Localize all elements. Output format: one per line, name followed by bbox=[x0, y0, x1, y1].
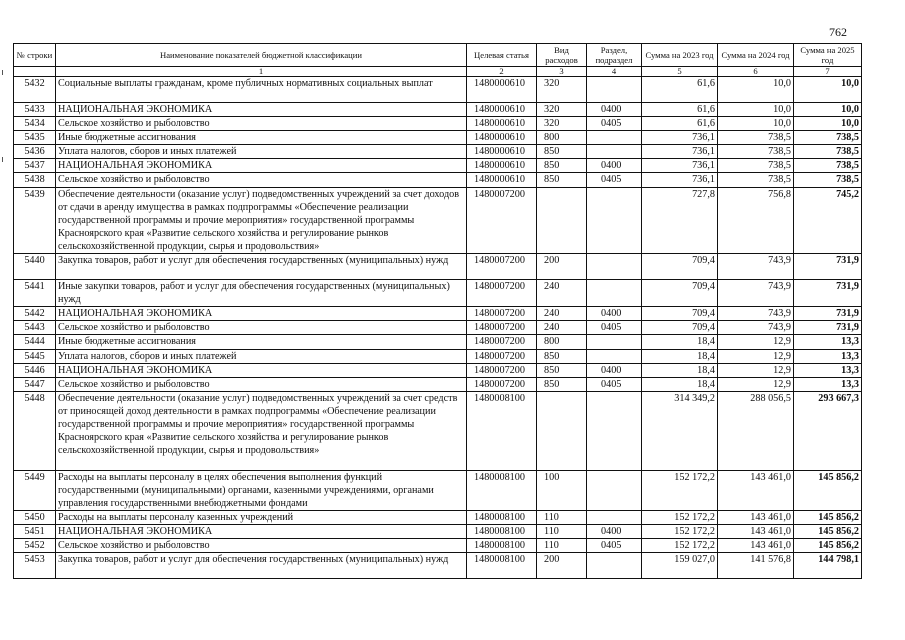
index-cell: 7 bbox=[794, 67, 862, 77]
row-vid-code: 110 bbox=[537, 511, 587, 525]
row-sum-2025: 13,3 bbox=[794, 377, 862, 391]
row-sum-2023: 18,4 bbox=[642, 363, 718, 377]
row-sum-2024: 12,9 bbox=[718, 335, 794, 349]
row-number: 5440 bbox=[14, 254, 56, 280]
table-row bbox=[14, 470, 862, 510]
row-sum-2025: 144 798,1 bbox=[794, 553, 862, 579]
row-number: 5443 bbox=[14, 321, 56, 335]
margin-mark bbox=[2, 70, 3, 75]
row-sum-2025: 738,5 bbox=[794, 173, 862, 187]
row-number: 5434 bbox=[14, 117, 56, 131]
row-sum-2023: 709,4 bbox=[642, 307, 718, 321]
index-cell: 5 bbox=[642, 67, 718, 77]
page-number: 762 bbox=[829, 25, 847, 39]
margin-mark bbox=[2, 157, 3, 162]
row-razdel-code: 0400 bbox=[587, 159, 642, 173]
row-name: Уплата налогов, сборов и иных платежей bbox=[56, 145, 467, 159]
row-target-code: 1480000610 bbox=[467, 131, 537, 145]
row-razdel-code: 0405 bbox=[587, 117, 642, 131]
row-sum-2024: 12,9 bbox=[718, 349, 794, 363]
row-sum-2023: 736,1 bbox=[642, 159, 718, 173]
index-cell: 3 bbox=[537, 67, 587, 77]
row-number: 5432 bbox=[14, 77, 56, 103]
row-razdel-code: 0400 bbox=[587, 103, 642, 117]
row-sum-2024: 12,9 bbox=[718, 377, 794, 391]
row-sum-2023: 736,1 bbox=[642, 131, 718, 145]
row-sum-2025: 145 856,2 bbox=[794, 539, 862, 553]
table-row bbox=[14, 173, 862, 187]
row-name: Социальные выплаты гражданам, кроме публичных нормативных социальных выплат bbox=[56, 77, 467, 103]
row-sum-2024: 143 461,0 bbox=[718, 511, 794, 525]
row-sum-2023: 61,6 bbox=[642, 117, 718, 131]
row-sum-2023: 709,4 bbox=[642, 321, 718, 335]
row-sum-2025: 13,3 bbox=[794, 349, 862, 363]
row-razdel-code bbox=[587, 131, 642, 145]
header-row-no: № строки bbox=[14, 44, 56, 67]
header-vid: Вид расходов bbox=[537, 44, 587, 67]
row-vid-code: 800 bbox=[537, 335, 587, 349]
row-number: 5450 bbox=[14, 511, 56, 525]
table-row bbox=[14, 187, 862, 253]
row-razdel-code bbox=[587, 254, 642, 280]
index-cell: 2 bbox=[467, 67, 537, 77]
header-target: Целевая статья bbox=[467, 44, 537, 67]
row-number: 5453 bbox=[14, 553, 56, 579]
row-sum-2023: 18,4 bbox=[642, 349, 718, 363]
table-row bbox=[14, 254, 862, 280]
row-target-code: 1480000610 bbox=[467, 117, 537, 131]
row-sum-2023: 314 349,2 bbox=[642, 391, 718, 470]
row-name: Иные бюджетные ассигнования bbox=[56, 131, 467, 145]
row-name: Сельское хозяйство и рыболовство bbox=[56, 173, 467, 187]
row-name: Закупка товаров, работ и услуг для обеспечения государственных (муниципальных) нужд bbox=[56, 553, 467, 579]
row-target-code: 1480007200 bbox=[467, 280, 537, 307]
row-sum-2024: 743,9 bbox=[718, 321, 794, 335]
row-target-code: 1480007200 bbox=[467, 254, 537, 280]
table-row bbox=[14, 525, 862, 539]
table-row bbox=[14, 391, 862, 470]
row-razdel-code: 0405 bbox=[587, 539, 642, 553]
row-name: Иные бюджетные ассигнования bbox=[56, 335, 467, 349]
row-name: НАЦИОНАЛЬНАЯ ЭКОНОМИКА bbox=[56, 103, 467, 117]
table-row bbox=[14, 377, 862, 391]
row-sum-2025: 738,5 bbox=[794, 145, 862, 159]
row-sum-2023: 152 172,2 bbox=[642, 525, 718, 539]
row-vid-code: 200 bbox=[537, 254, 587, 280]
header-sum-2025: Сумма на 2025 год bbox=[794, 44, 862, 67]
row-vid-code: 320 bbox=[537, 117, 587, 131]
row-number: 5452 bbox=[14, 539, 56, 553]
row-number: 5438 bbox=[14, 173, 56, 187]
row-vid-code: 100 bbox=[537, 470, 587, 510]
table-row bbox=[14, 131, 862, 145]
row-sum-2025: 738,5 bbox=[794, 131, 862, 145]
row-name: Обеспечение деятельности (оказание услуг) подведомственных учреждений за счет средств от приносящей доход деятельности в рамках подпрограммы «Обеспечение реализации государственной программы и прочие мероприятия» государственной программы Красноярского края «Развитие сельского хозяйства и регулирование рынков сельскохозяйственной продукции, сырья и продовольствия» bbox=[56, 391, 467, 470]
header-name: Наименование показателей бюджетной классификации bbox=[56, 44, 467, 67]
row-sum-2024: 143 461,0 bbox=[718, 470, 794, 510]
row-sum-2025: 145 856,2 bbox=[794, 470, 862, 510]
row-sum-2024: 288 056,5 bbox=[718, 391, 794, 470]
row-number: 5436 bbox=[14, 145, 56, 159]
row-vid-code: 850 bbox=[537, 159, 587, 173]
row-number: 5433 bbox=[14, 103, 56, 117]
table-row bbox=[14, 77, 862, 103]
row-target-code: 1480008100 bbox=[467, 525, 537, 539]
row-sum-2023: 709,4 bbox=[642, 254, 718, 280]
row-vid-code: 850 bbox=[537, 363, 587, 377]
row-name: НАЦИОНАЛЬНАЯ ЭКОНОМИКА bbox=[56, 525, 467, 539]
row-name: Расходы на выплаты персоналу казенных учреждений bbox=[56, 511, 467, 525]
table-header bbox=[14, 44, 862, 77]
row-razdel-code bbox=[587, 145, 642, 159]
row-name: Сельское хозяйство и рыболовство bbox=[56, 321, 467, 335]
row-vid-code: 240 bbox=[537, 280, 587, 307]
row-sum-2025: 145 856,2 bbox=[794, 525, 862, 539]
row-razdel-code: 0405 bbox=[587, 173, 642, 187]
row-sum-2025: 13,3 bbox=[794, 335, 862, 349]
row-target-code: 1480007200 bbox=[467, 377, 537, 391]
row-vid-code bbox=[537, 391, 587, 470]
row-name: Сельское хозяйство и рыболовство bbox=[56, 539, 467, 553]
table-row bbox=[14, 280, 862, 307]
row-number: 5444 bbox=[14, 335, 56, 349]
row-target-code: 1480000610 bbox=[467, 77, 537, 103]
row-sum-2025: 738,5 bbox=[794, 159, 862, 173]
row-vid-code: 320 bbox=[537, 103, 587, 117]
row-vid-code: 320 bbox=[537, 77, 587, 103]
column-index-row bbox=[14, 67, 862, 77]
row-sum-2023: 152 172,2 bbox=[642, 470, 718, 510]
index-cell: 1 bbox=[56, 67, 467, 77]
row-razdel-code bbox=[587, 77, 642, 103]
row-sum-2023: 18,4 bbox=[642, 335, 718, 349]
row-target-code: 1480008100 bbox=[467, 470, 537, 510]
row-sum-2023: 159 027,0 bbox=[642, 553, 718, 579]
row-number: 5437 bbox=[14, 159, 56, 173]
row-vid-code: 850 bbox=[537, 377, 587, 391]
row-razdel-code bbox=[587, 391, 642, 470]
header-razdel: Раздел, подраздел bbox=[587, 44, 642, 67]
row-razdel-code: 0405 bbox=[587, 377, 642, 391]
table-row bbox=[14, 363, 862, 377]
table-row bbox=[14, 553, 862, 579]
row-sum-2023: 727,8 bbox=[642, 187, 718, 253]
row-razdel-code: 0405 bbox=[587, 321, 642, 335]
row-target-code: 1480000610 bbox=[467, 145, 537, 159]
row-target-code: 1480007200 bbox=[467, 321, 537, 335]
row-sum-2024: 141 576,8 bbox=[718, 553, 794, 579]
row-name: Сельское хозяйство и рыболовство bbox=[56, 377, 467, 391]
row-sum-2024: 738,5 bbox=[718, 131, 794, 145]
table-row bbox=[14, 103, 862, 117]
row-sum-2023: 61,6 bbox=[642, 77, 718, 103]
row-vid-code: 850 bbox=[537, 173, 587, 187]
row-sum-2023: 736,1 bbox=[642, 173, 718, 187]
header-sum-2023: Сумма на 2023 год bbox=[642, 44, 718, 67]
table-row bbox=[14, 335, 862, 349]
table-row bbox=[14, 307, 862, 321]
row-razdel-code bbox=[587, 511, 642, 525]
row-sum-2024: 10,0 bbox=[718, 103, 794, 117]
row-vid-code: 110 bbox=[537, 539, 587, 553]
row-sum-2024: 743,9 bbox=[718, 254, 794, 280]
table-row bbox=[14, 539, 862, 553]
row-sum-2023: 152 172,2 bbox=[642, 539, 718, 553]
table-row bbox=[14, 145, 862, 159]
row-target-code: 1480007200 bbox=[467, 307, 537, 321]
header-sum-2024: Сумма на 2024 год bbox=[718, 44, 794, 67]
row-name: Расходы на выплаты персоналу в целях обеспечения выполнения функций государственными (муниципальными) органами, казенными учреждениями, органами управления государственными внебюджетными фондами bbox=[56, 470, 467, 510]
row-name: Закупка товаров, работ и услуг для обеспечения государственных (муниципальных) нужд bbox=[56, 254, 467, 280]
row-name: Уплата налогов, сборов и иных платежей bbox=[56, 349, 467, 363]
row-number: 5446 bbox=[14, 363, 56, 377]
row-sum-2024: 10,0 bbox=[718, 117, 794, 131]
row-name: НАЦИОНАЛЬНАЯ ЭКОНОМИКА bbox=[56, 159, 467, 173]
row-vid-code bbox=[537, 187, 587, 253]
row-number: 5447 bbox=[14, 377, 56, 391]
row-target-code: 1480008100 bbox=[467, 539, 537, 553]
row-sum-2023: 152 172,2 bbox=[642, 511, 718, 525]
row-target-code: 1480007200 bbox=[467, 335, 537, 349]
row-number: 5435 bbox=[14, 131, 56, 145]
table-row bbox=[14, 349, 862, 363]
row-sum-2025: 293 667,3 bbox=[794, 391, 862, 470]
row-razdel-code: 0400 bbox=[587, 363, 642, 377]
row-target-code: 1480000610 bbox=[467, 173, 537, 187]
row-target-code: 1480008100 bbox=[467, 553, 537, 579]
index-cell: 4 bbox=[587, 67, 642, 77]
row-sum-2024: 143 461,0 bbox=[718, 539, 794, 553]
row-razdel-code bbox=[587, 349, 642, 363]
row-sum-2025: 145 856,2 bbox=[794, 511, 862, 525]
row-vid-code: 240 bbox=[537, 321, 587, 335]
row-sum-2025: 731,9 bbox=[794, 321, 862, 335]
row-target-code: 1480008100 bbox=[467, 391, 537, 470]
row-sum-2024: 738,5 bbox=[718, 159, 794, 173]
row-name: Иные закупки товаров, работ и услуг для обеспечения государственных (муниципальных) нужд bbox=[56, 280, 467, 307]
row-sum-2025: 10,0 bbox=[794, 117, 862, 131]
row-target-code: 1480007200 bbox=[467, 349, 537, 363]
row-name: НАЦИОНАЛЬНАЯ ЭКОНОМИКА bbox=[56, 363, 467, 377]
row-sum-2024: 743,9 bbox=[718, 307, 794, 321]
row-number: 5451 bbox=[14, 525, 56, 539]
row-sum-2025: 731,9 bbox=[794, 280, 862, 307]
row-name: Обеспечение деятельности (оказание услуг) подведомственных учреждений за счет доходов от сдачи в аренду имущества в рамках подпрограммы «Обеспечение реализации государственной программы и прочие мероприятия» государственной программы Красноярского края «Развитие сельского хозяйства и регулирование рынков сельскохозяйственной продукции, сырья и продовольствия» bbox=[56, 187, 467, 253]
row-sum-2023: 18,4 bbox=[642, 377, 718, 391]
row-sum-2025: 10,0 bbox=[794, 103, 862, 117]
row-sum-2024: 738,5 bbox=[718, 173, 794, 187]
row-vid-code: 200 bbox=[537, 553, 587, 579]
row-sum-2023: 61,6 bbox=[642, 103, 718, 117]
row-vid-code: 850 bbox=[537, 349, 587, 363]
table-row bbox=[14, 117, 862, 131]
row-number: 5449 bbox=[14, 470, 56, 510]
row-vid-code: 110 bbox=[537, 525, 587, 539]
row-sum-2024: 756,8 bbox=[718, 187, 794, 253]
row-razdel-code: 0400 bbox=[587, 307, 642, 321]
row-vid-code: 240 bbox=[537, 307, 587, 321]
row-target-code: 1480000610 bbox=[467, 159, 537, 173]
row-number: 5448 bbox=[14, 391, 56, 470]
table-body bbox=[14, 77, 862, 579]
row-sum-2025: 731,9 bbox=[794, 254, 862, 280]
index-cell-empty bbox=[14, 67, 56, 77]
row-target-code: 1480007200 bbox=[467, 187, 537, 253]
table-row bbox=[14, 321, 862, 335]
row-razdel-code bbox=[587, 470, 642, 510]
row-sum-2024: 143 461,0 bbox=[718, 525, 794, 539]
row-razdel-code: 0400 bbox=[587, 525, 642, 539]
row-sum-2024: 743,9 bbox=[718, 280, 794, 307]
row-vid-code: 850 bbox=[537, 145, 587, 159]
row-name: Сельское хозяйство и рыболовство bbox=[56, 117, 467, 131]
row-razdel-code bbox=[587, 187, 642, 253]
row-number: 5442 bbox=[14, 307, 56, 321]
row-sum-2024: 12,9 bbox=[718, 363, 794, 377]
row-sum-2025: 10,0 bbox=[794, 77, 862, 103]
table-row bbox=[14, 511, 862, 525]
row-vid-code: 800 bbox=[537, 131, 587, 145]
row-sum-2024: 738,5 bbox=[718, 145, 794, 159]
row-sum-2025: 731,9 bbox=[794, 307, 862, 321]
row-sum-2025: 13,3 bbox=[794, 363, 862, 377]
row-target-code: 1480007200 bbox=[467, 363, 537, 377]
row-name: НАЦИОНАЛЬНАЯ ЭКОНОМИКА bbox=[56, 307, 467, 321]
table-row bbox=[14, 159, 862, 173]
row-target-code: 1480000610 bbox=[467, 103, 537, 117]
row-sum-2023: 736,1 bbox=[642, 145, 718, 159]
row-razdel-code bbox=[587, 553, 642, 579]
row-number: 5445 bbox=[14, 349, 56, 363]
budget-table bbox=[13, 43, 862, 579]
row-razdel-code bbox=[587, 280, 642, 307]
row-target-code: 1480008100 bbox=[467, 511, 537, 525]
index-cell: 6 bbox=[718, 67, 794, 77]
row-razdel-code bbox=[587, 335, 642, 349]
row-sum-2025: 745,2 bbox=[794, 187, 862, 253]
row-number: 5439 bbox=[14, 187, 56, 253]
row-sum-2024: 10,0 bbox=[718, 77, 794, 103]
row-number: 5441 bbox=[14, 280, 56, 307]
row-sum-2023: 709,4 bbox=[642, 280, 718, 307]
